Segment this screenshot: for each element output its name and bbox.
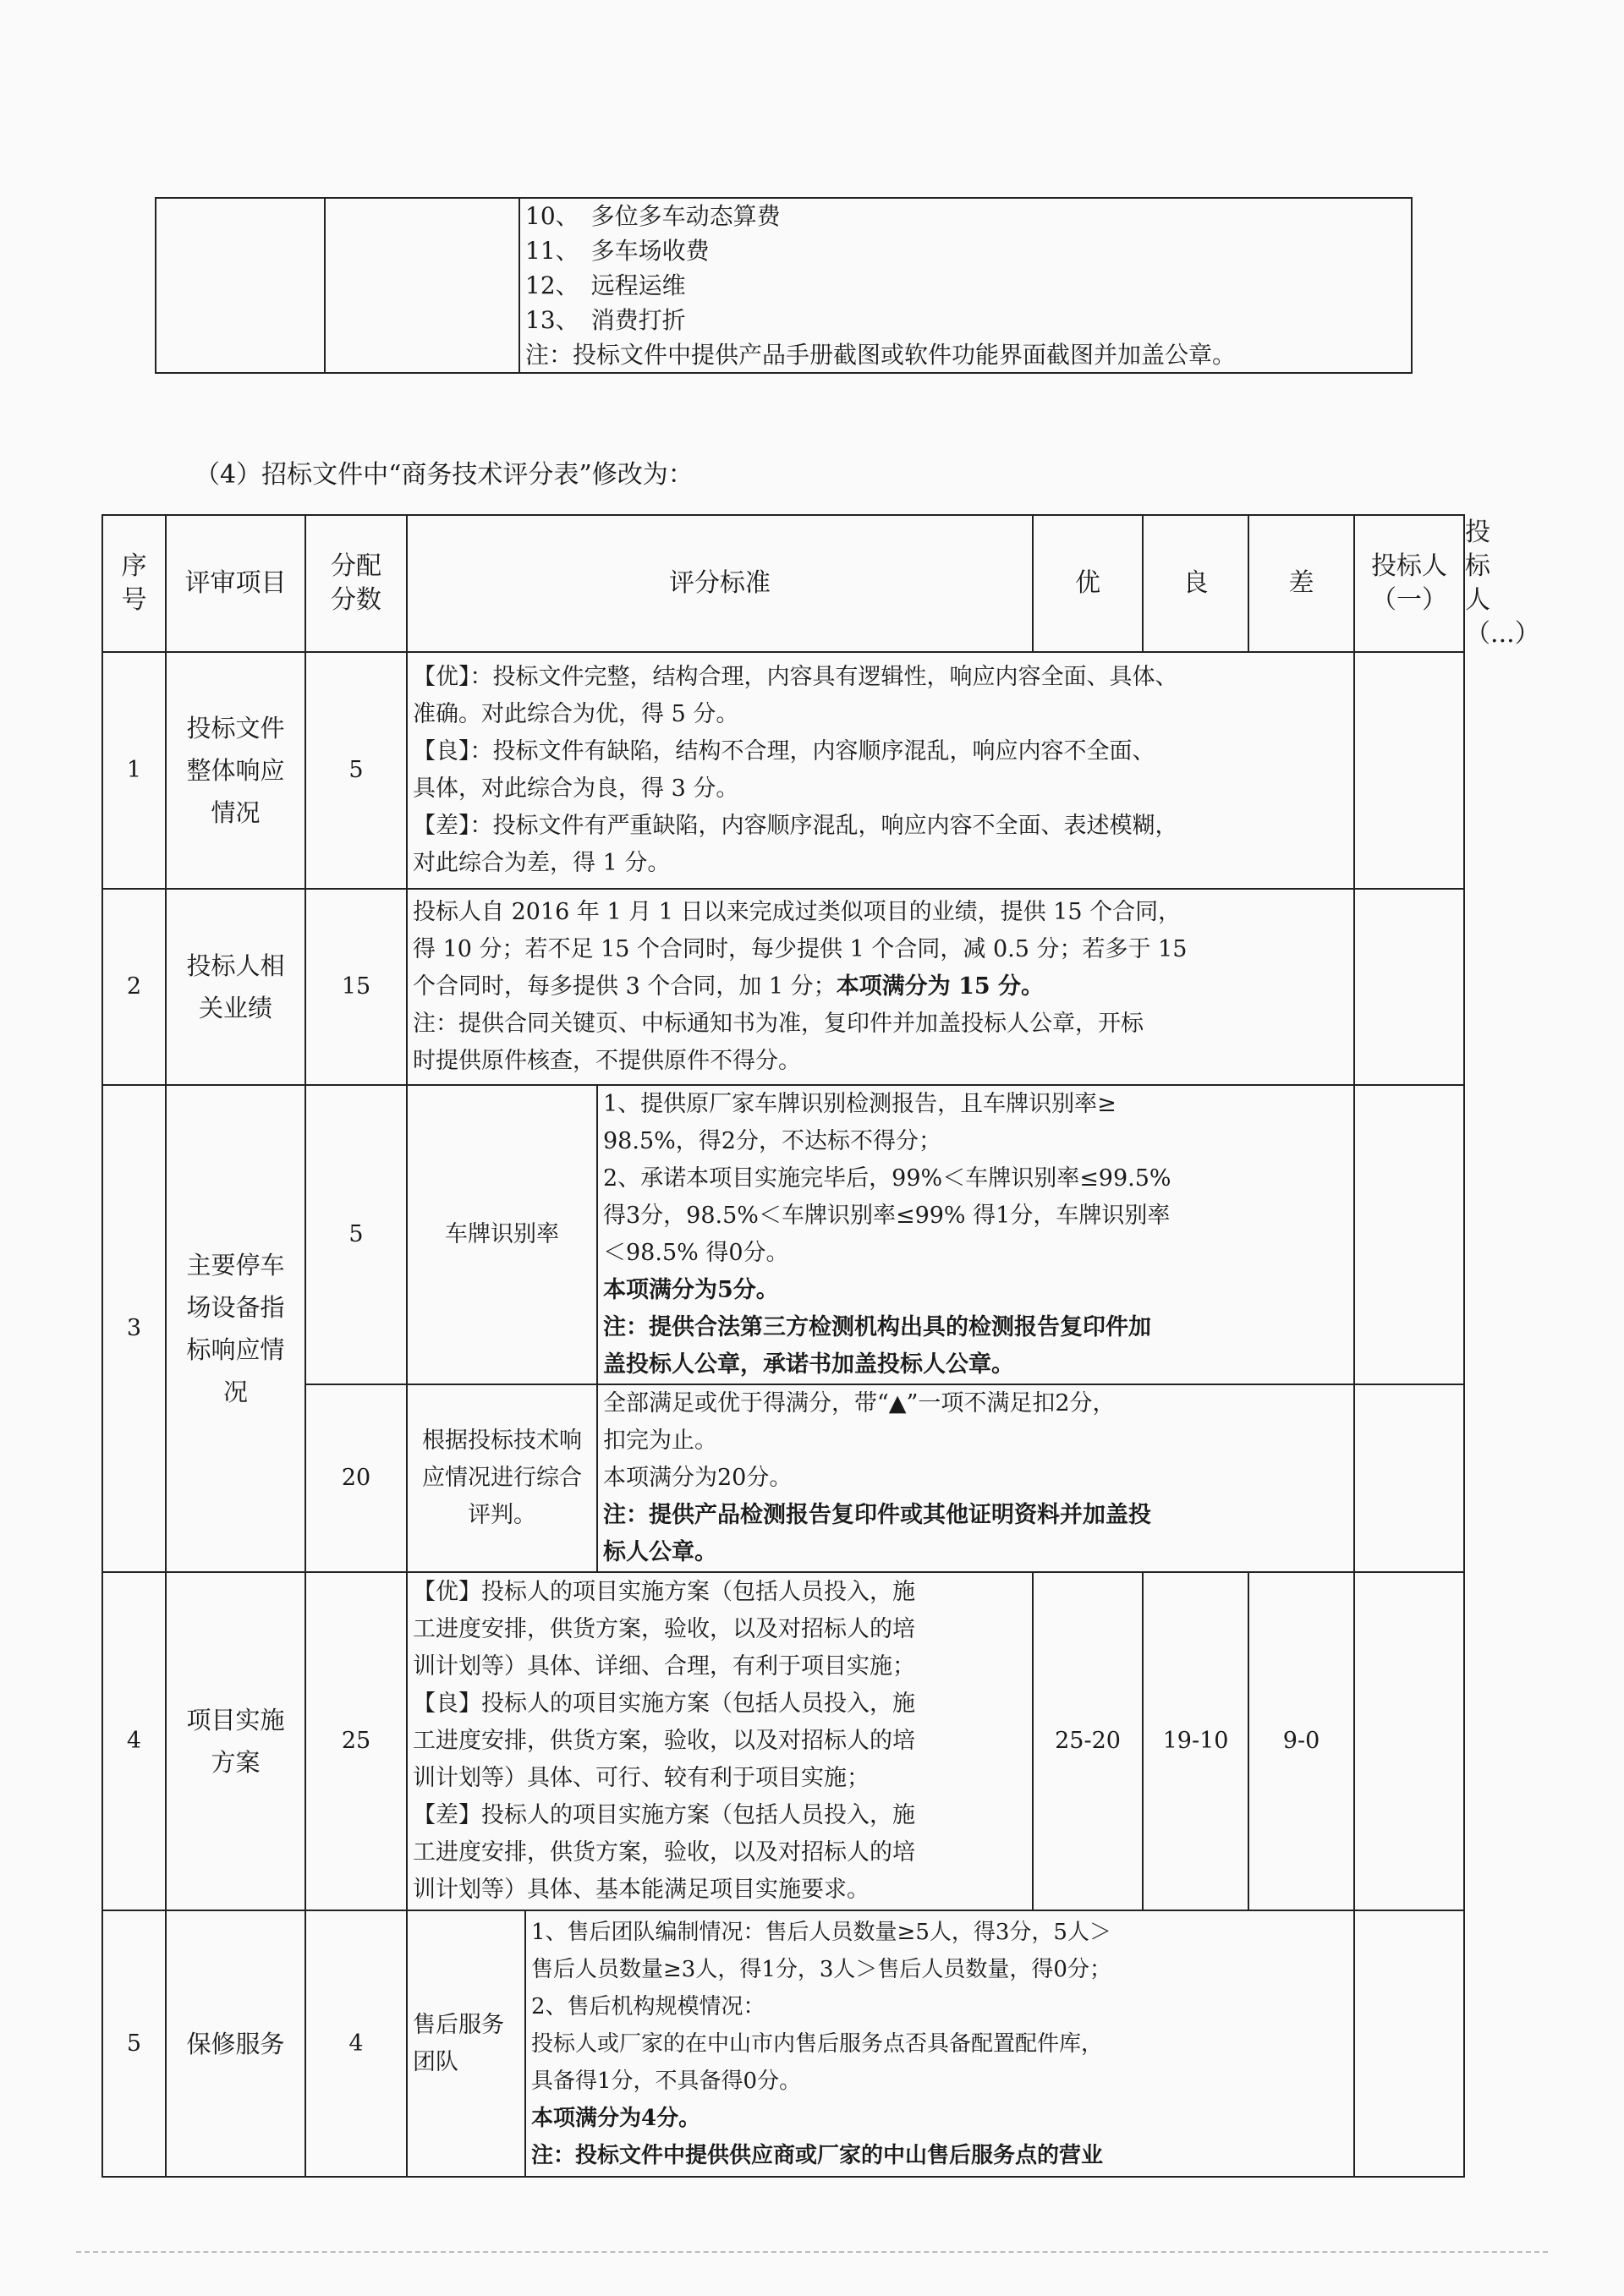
scoring-table: [102, 514, 1540, 2178]
header-item: 评审项目: [166, 515, 305, 652]
table-row: [102, 889, 1464, 1085]
top-continuation-table: [155, 197, 1413, 374]
row-item: 投标文件 整体响应 情况: [166, 652, 305, 889]
feature-list: [519, 198, 1412, 373]
table-row: [102, 652, 1464, 889]
row-sub-item: 根据投标技术响 应情况进行综合 评判。: [407, 1384, 597, 1572]
header-good: 优: [1033, 515, 1143, 652]
row-seq: 2: [102, 889, 166, 1085]
row-item: 主要停车 场设备指 标响应情 况: [166, 1085, 305, 1572]
empty-cell: [156, 198, 325, 373]
row-score: 20: [305, 1384, 407, 1572]
header-score: 分配 分数: [305, 515, 407, 652]
row-score: 5: [305, 1085, 407, 1384]
bidder-1-score-cell: [1354, 1572, 1464, 1910]
feature-line: 13、 消费打折: [525, 306, 686, 334]
row-seq: 1: [102, 652, 166, 889]
table-row: [102, 1085, 1464, 1384]
empty-cell: [325, 198, 519, 373]
header-poor: 差: [1248, 515, 1354, 652]
good-range: 25-20: [1033, 1572, 1143, 1910]
row-score: 15: [305, 889, 407, 1085]
bidder-1-score-cell: [1354, 1384, 1464, 1572]
header-criteria: 评分标准: [407, 515, 1033, 652]
row-seq: 3: [102, 1085, 166, 1572]
section-heading: （4）招标文件中“商务技术评分表”修改为：: [195, 460, 694, 490]
row-criteria: 【优】投标人的项目实施方案（包括人员投入，施 工进度安排，供货方案，验收，以及对招标人的培 训计划等）具体、详细、合理，有利于项目实施； 【良】投标人的项目实施方案（包括人员投入，施 工进度安排，供货方案，验收，以及对招标人的培 训计划等）具体、可行、较有利于项目实施； 【差】投标人的项目实施方案（包括人员投入，施 工进度安排，供货方案，验收，以及对招标人的培 训计划等）具体、基本能满足项目实施要求。: [407, 1572, 1033, 1910]
row-criteria: 1、提供原厂家车牌识别检测报告，且车牌识别率≥ 98.5%，得2分，不达标不得分； 2、承诺本项目实施完毕后，99%＜车牌识别率≤99.5% 得3分，98.5%＜车牌识别率≤99% 得1分，车牌识别率 ＜98.5% 得0分。 本项满分为5分。 注：提供合法第三方检测机构出具的检测报告复印件加 盖投标人公章，承诺书加盖投标人公章。: [597, 1085, 1354, 1384]
row-criteria: 投标人自 2016 年 1 月 1 日以来完成过类似项目的业绩，提供 15 个合同， 得 10 分；若不足 15 个合同时，每少提供 1 个合同，减 0.5 分；若多于 15 个合同时，每多提供 3 个合同，加 1 分；本项满分为 15 分。 注：提供合同关键页、中标通知书为准，复印件并加盖投标人公章，开标 时提供原件核查，不提供原件不得分。: [407, 889, 1354, 1085]
feature-line: 10、 多位多车动态算费: [525, 202, 781, 230]
poor-range: 9-0: [1248, 1572, 1354, 1910]
header-bidder-1: 投标人 （一）: [1354, 515, 1464, 652]
fair-range: 19-10: [1143, 1572, 1248, 1910]
header-seq: 序 号: [102, 515, 166, 652]
feature-line: 12、 远程运维: [525, 271, 686, 299]
table-header-row: 序 号 评审项目 分配 分数 评分标准 优 良 差 投标人 （一） 投标人 （...）: [102, 515, 1464, 652]
row-score: 5: [305, 652, 407, 889]
row-item: 投标人相 关业绩: [166, 889, 305, 1085]
table-row: [102, 1384, 1464, 1572]
bidder-1-score-cell: [1354, 1910, 1464, 2177]
row-item: 项目实施 方案: [166, 1572, 305, 1910]
full-score-note: 本项满分为 15 分。: [836, 973, 1045, 1000]
feature-line: 11、 多车场收费: [525, 237, 710, 265]
row-score: 4: [305, 1910, 407, 2177]
row-score: 25: [305, 1572, 407, 1910]
table-row: [102, 1572, 1464, 1910]
bidder-1-score-cell: [1354, 889, 1464, 1085]
row-sub-item: 车牌识别率: [407, 1085, 597, 1384]
row-seq: 5: [102, 1910, 166, 2177]
row-criteria: 【优】：投标文件完整，结构合理，内容具有逻辑性，响应内容全面、具体、 准确。对此综合为优，得 5 分。 【良】：投标文件有缺陷，结构不合理，内容顺序混乱，响应内容不全面、 具体，对此综合为良，得 3 分。 【差】：投标文件有严重缺陷，内容顺序混乱，响应内容不全面、表述模糊， 对此综合为差，得 1 分。: [407, 652, 1354, 889]
row-criteria: 1、售后团队编制情况：售后人员数量≥5人，得3分，5人＞ 售后人员数量≥3人，得1分，3人＞售后人员数量，得0分； 2、售后机构规模情况： 投标人或厂家的在中山市内售后服务点否具备配置配件库， 具备得1分，不具备得0分。 本项满分为4分。 注：投标文件中提供供应商或厂家的中山售后服务点的营业: [525, 1910, 1354, 2177]
bidder-1-score-cell: [1354, 1085, 1464, 1384]
row-seq: 4: [102, 1572, 166, 1910]
header-fair: 良: [1143, 515, 1248, 652]
row-sub-item: 售后服务 团队: [407, 1910, 525, 2177]
row-criteria: 全部满足或优于得满分，带“▲”一项不满足扣2分， 扣完为止。 本项满分为20分。 注：提供产品检测报告复印件或其他证明资料并加盖投 标人公章。: [597, 1384, 1354, 1572]
row-item: 保修服务: [166, 1910, 305, 2177]
table-row: [102, 1910, 1464, 2177]
page-footer-line: [76, 2251, 1548, 2253]
feature-note: 注：投标文件中提供产品手册截图或软件功能界面截图并加盖公章。: [525, 341, 1237, 369]
bidder-1-score-cell: [1354, 652, 1464, 889]
